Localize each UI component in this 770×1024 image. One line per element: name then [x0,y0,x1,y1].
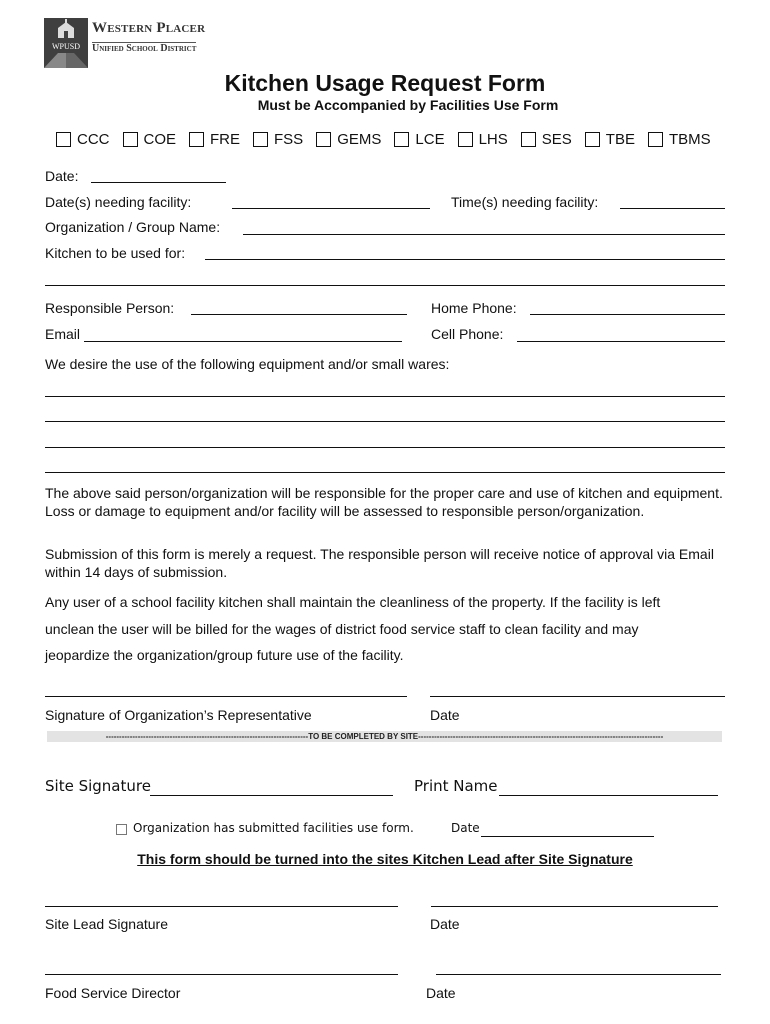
site-signature-field[interactable] [150,795,393,796]
cleanliness-line-1: Any user of a school facility kitchen shall maintain the cleanliness of the property. If the facility is left [45,594,661,610]
kitchen-lead-notice: This form should be turned into the sites Kitchen Lead after Site Signature [137,851,633,867]
org-name-label: Organization / Group Name: [45,219,221,235]
print-name-field[interactable] [499,795,718,796]
site-label: COE [143,131,177,148]
logo-district-subname: Unified School District [92,43,197,54]
cell-phone-label: Cell Phone: [431,326,504,342]
form-title: Kitchen Usage Request Form [224,70,546,96]
site-option-fss[interactable] [253,131,303,148]
site-signature-label: Site Signature [45,777,151,795]
dates-needing-field[interactable] [232,208,430,209]
date-field[interactable] [91,182,226,183]
responsible-person-label: Responsible Person: [45,300,175,316]
site-lead-date-field[interactable] [431,906,718,907]
kitchen-for-field[interactable] [205,259,725,260]
site-option-ccc[interactable] [56,131,110,148]
site-checkbox-row [56,131,724,148]
responsibility-paragraph: The above said person/organization will be responsible for the proper care and use of kitchen and equipment. Loss or damage to equipment and/or facility will be assessed to responsible person/organization. [45,485,723,519]
site-label: LCE [415,131,445,148]
logo-district-name: Western Placer [92,20,206,36]
site-option-tbe[interactable] [585,131,635,148]
checkbox[interactable] [123,132,138,147]
email-label: Email [45,326,81,342]
org-rep-date-label: Date [430,707,460,723]
checkbox[interactable] [394,132,409,147]
times-needing-field[interactable] [620,208,725,209]
equipment-line-2[interactable] [45,421,725,422]
checkbox[interactable] [458,132,473,147]
site-label: FRE [210,131,241,148]
site-option-ses[interactable] [521,131,572,148]
checkbox[interactable] [253,132,268,147]
equipment-line-3[interactable] [45,447,725,448]
checkbox[interactable] [56,132,71,147]
site-label: SES [541,131,572,148]
site-option-fre[interactable] [189,131,240,148]
site-label: LHS [478,131,508,148]
food-director-signature-field[interactable] [45,974,398,975]
equipment-line-4[interactable] [45,472,725,473]
site-lead-signature-field[interactable] [45,906,398,907]
site-option-lhs[interactable] [458,131,508,148]
site-lead-date-label: Date [430,916,460,932]
checkbox[interactable] [585,132,600,147]
kitchen-for-label: Kitchen to be used for: [45,245,186,261]
site-lead-signature-label: Site Lead Signature [45,916,168,932]
food-director-label: Food Service Director [45,985,181,1001]
submitted-label: Organization has submitted facilities use form. [133,821,414,835]
school-building-icon [44,18,88,68]
org-name-field[interactable] [243,234,725,235]
checkbox[interactable] [316,132,331,147]
district-logo [44,18,88,68]
times-needing-label: Time(s) needing facility: [451,194,599,210]
site-option-tbms[interactable] [648,131,711,148]
kitchen-for-field-line2[interactable] [45,285,725,286]
site-label: CCC [77,131,110,148]
site-option-coe[interactable] [123,131,177,148]
cleanliness-line-3: jeopardize the organization/group future use of the facility. [45,647,404,663]
equipment-line-1[interactable] [45,396,725,397]
date-label: Date: [45,168,79,184]
cell-phone-field[interactable] [517,341,725,342]
form-subtitle: Must be Accompanied by Facilities Use Form [257,97,559,113]
logo-badge-text: WPUSD [51,42,81,51]
food-director-date-field[interactable] [436,974,721,975]
site-label: GEMS [337,131,382,148]
cleanliness-line-2: unclean the user will be billed for the wages of district food service staff to clean facility and may [45,621,639,637]
submission-paragraph: Submission of this form is merely a request. The responsible person will receive notice of approval via Email within 14 days of submission. [45,546,714,580]
site-label: FSS [274,131,304,148]
home-phone-field[interactable] [530,314,725,315]
responsible-person-field[interactable] [191,314,407,315]
checkbox[interactable] [521,132,536,147]
site-section-separator: ----------------------------------------------------------------------------TO BE COMPLETED BY SITE-------------------------------------------------------------------------------------------- [47,731,722,742]
submitted-date-label: Date [451,821,480,835]
home-phone-label: Home Phone: [431,300,517,316]
print-name-label: Print Name [414,777,498,795]
submitted-date-field[interactable] [481,836,654,837]
site-option-lce[interactable] [394,131,444,148]
checkbox[interactable] [648,132,663,147]
email-field[interactable] [84,341,402,342]
site-label: TBE [605,131,635,148]
site-option-gems[interactable] [316,131,381,148]
org-rep-signature-field[interactable] [45,696,407,697]
org-rep-date-field[interactable] [430,696,725,697]
submitted-checkbox[interactable] [116,824,127,835]
checkbox[interactable] [189,132,204,147]
dates-needing-label: Date(s) needing facility: [45,194,192,210]
food-director-date-label: Date [426,985,456,1001]
site-label: TBMS [668,131,711,148]
equipment-label: We desire the use of the following equipment and/or small wares: [45,356,450,372]
org-rep-signature-label: Signature of Organization’s Representative [45,707,312,723]
